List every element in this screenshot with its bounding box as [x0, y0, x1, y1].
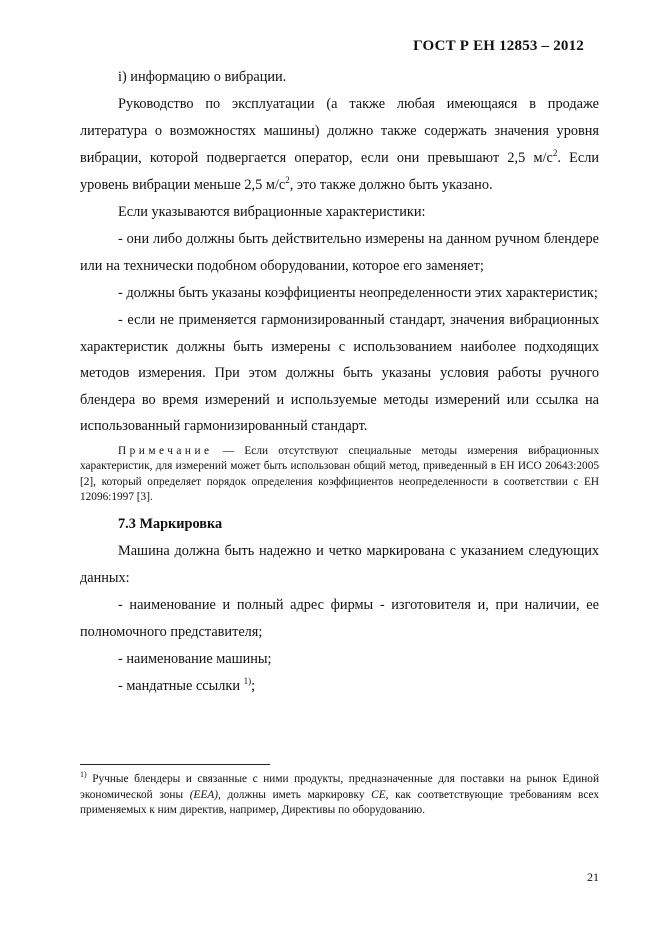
manual-text-c: , это также должно быть указано. [289, 177, 493, 193]
footnote-ce: CE, [371, 788, 389, 801]
vibration-characteristics-intro: Если указываются вибрационные характеристики: [118, 204, 426, 220]
footnote-text-b: должны иметь маркировку [220, 788, 372, 801]
dash-item-mandatory-refs [80, 673, 599, 700]
footnote-eea: (EEA), [189, 788, 221, 801]
superscript-2: 2 [552, 148, 558, 159]
mandatory-refs-text: - мандатные ссылки [118, 677, 244, 694]
dash-item-measured: - они либо должны быть действительно измерены на данном ручном блендере или на технически подобном оборудовании, которое его заменяет; [80, 231, 599, 274]
dash-item-uncertainty: - должны быть указаны коэффициенты неопределенности этих характеристик; [118, 285, 598, 301]
footnote-reference: 1) [243, 675, 252, 686]
note-paragraph [80, 444, 599, 506]
dash-item-machine-name: - наименование машины; [118, 650, 272, 667]
footnote-divider [80, 764, 270, 765]
manual-text-b: . Если уровень вибрации меньше 2,5 м/с [80, 150, 600, 193]
section-heading-marking: 7.3 Маркировка [118, 515, 223, 532]
footnote [80, 772, 599, 819]
note-label: Примечание [118, 444, 213, 457]
document-code-header: ГОСТ Р ЕН 12853 – 2012 [413, 38, 584, 54]
item-i-paragraph: i) информацию о вибрации. [118, 69, 287, 85]
dash-item-harmonized-standard: - если не применяется гармонизированный стандарт, значения вибрационных характеристик должны быть измерены с использованием наиболее подходящих методов измерения. При этом должны быть указаны условия работы ручного блендера во время измерений и используемые методы измерений или ссылка на использованный гармонизированный стандарт. [80, 312, 599, 434]
manual-text-a: Руководство по эксплуатации (а также любая имеющаяся в продаже литература о возможностях машины) должно также содержать значения уровня вибрации, которой подвергается оператор, если они превышают 2,5 м/с [80, 96, 599, 166]
marking-paragraph: Машина должна быть надежно и четко маркирована с указанием следующих данных: [80, 542, 599, 586]
mandatory-refs-end: ; [251, 677, 256, 694]
manual-paragraph [80, 91, 599, 199]
dash-item-name-address: - наименование и полный адрес фирмы - изготовителя и, при наличии, ее полномочного представителя; [80, 596, 599, 640]
footnote-text-c: как соответствующие требованиям всех применяемых к ним директив, например, Директивы по оборудованию. [80, 788, 599, 817]
note-text: — Если отсутствуют специальные методы измерения вибрационных характеристик, для измерений может быть использован общий метод, приведенный в ЕН ИСО 20643:2005 [2], который определяет порядок определения коэффициентов неопределенности в соответствии с ЕН 12096:1997 [3]. [80, 444, 599, 503]
page-number: 21 [587, 870, 599, 884]
footnote-marker: 1) [80, 770, 87, 780]
page-content [80, 64, 599, 700]
footnote-text-a: Ручные блендеры и связанные с ними продукты, предназначенные для поставки на рынок Единой экономической зоны [80, 773, 599, 801]
superscript-2: 2 [285, 175, 290, 186]
